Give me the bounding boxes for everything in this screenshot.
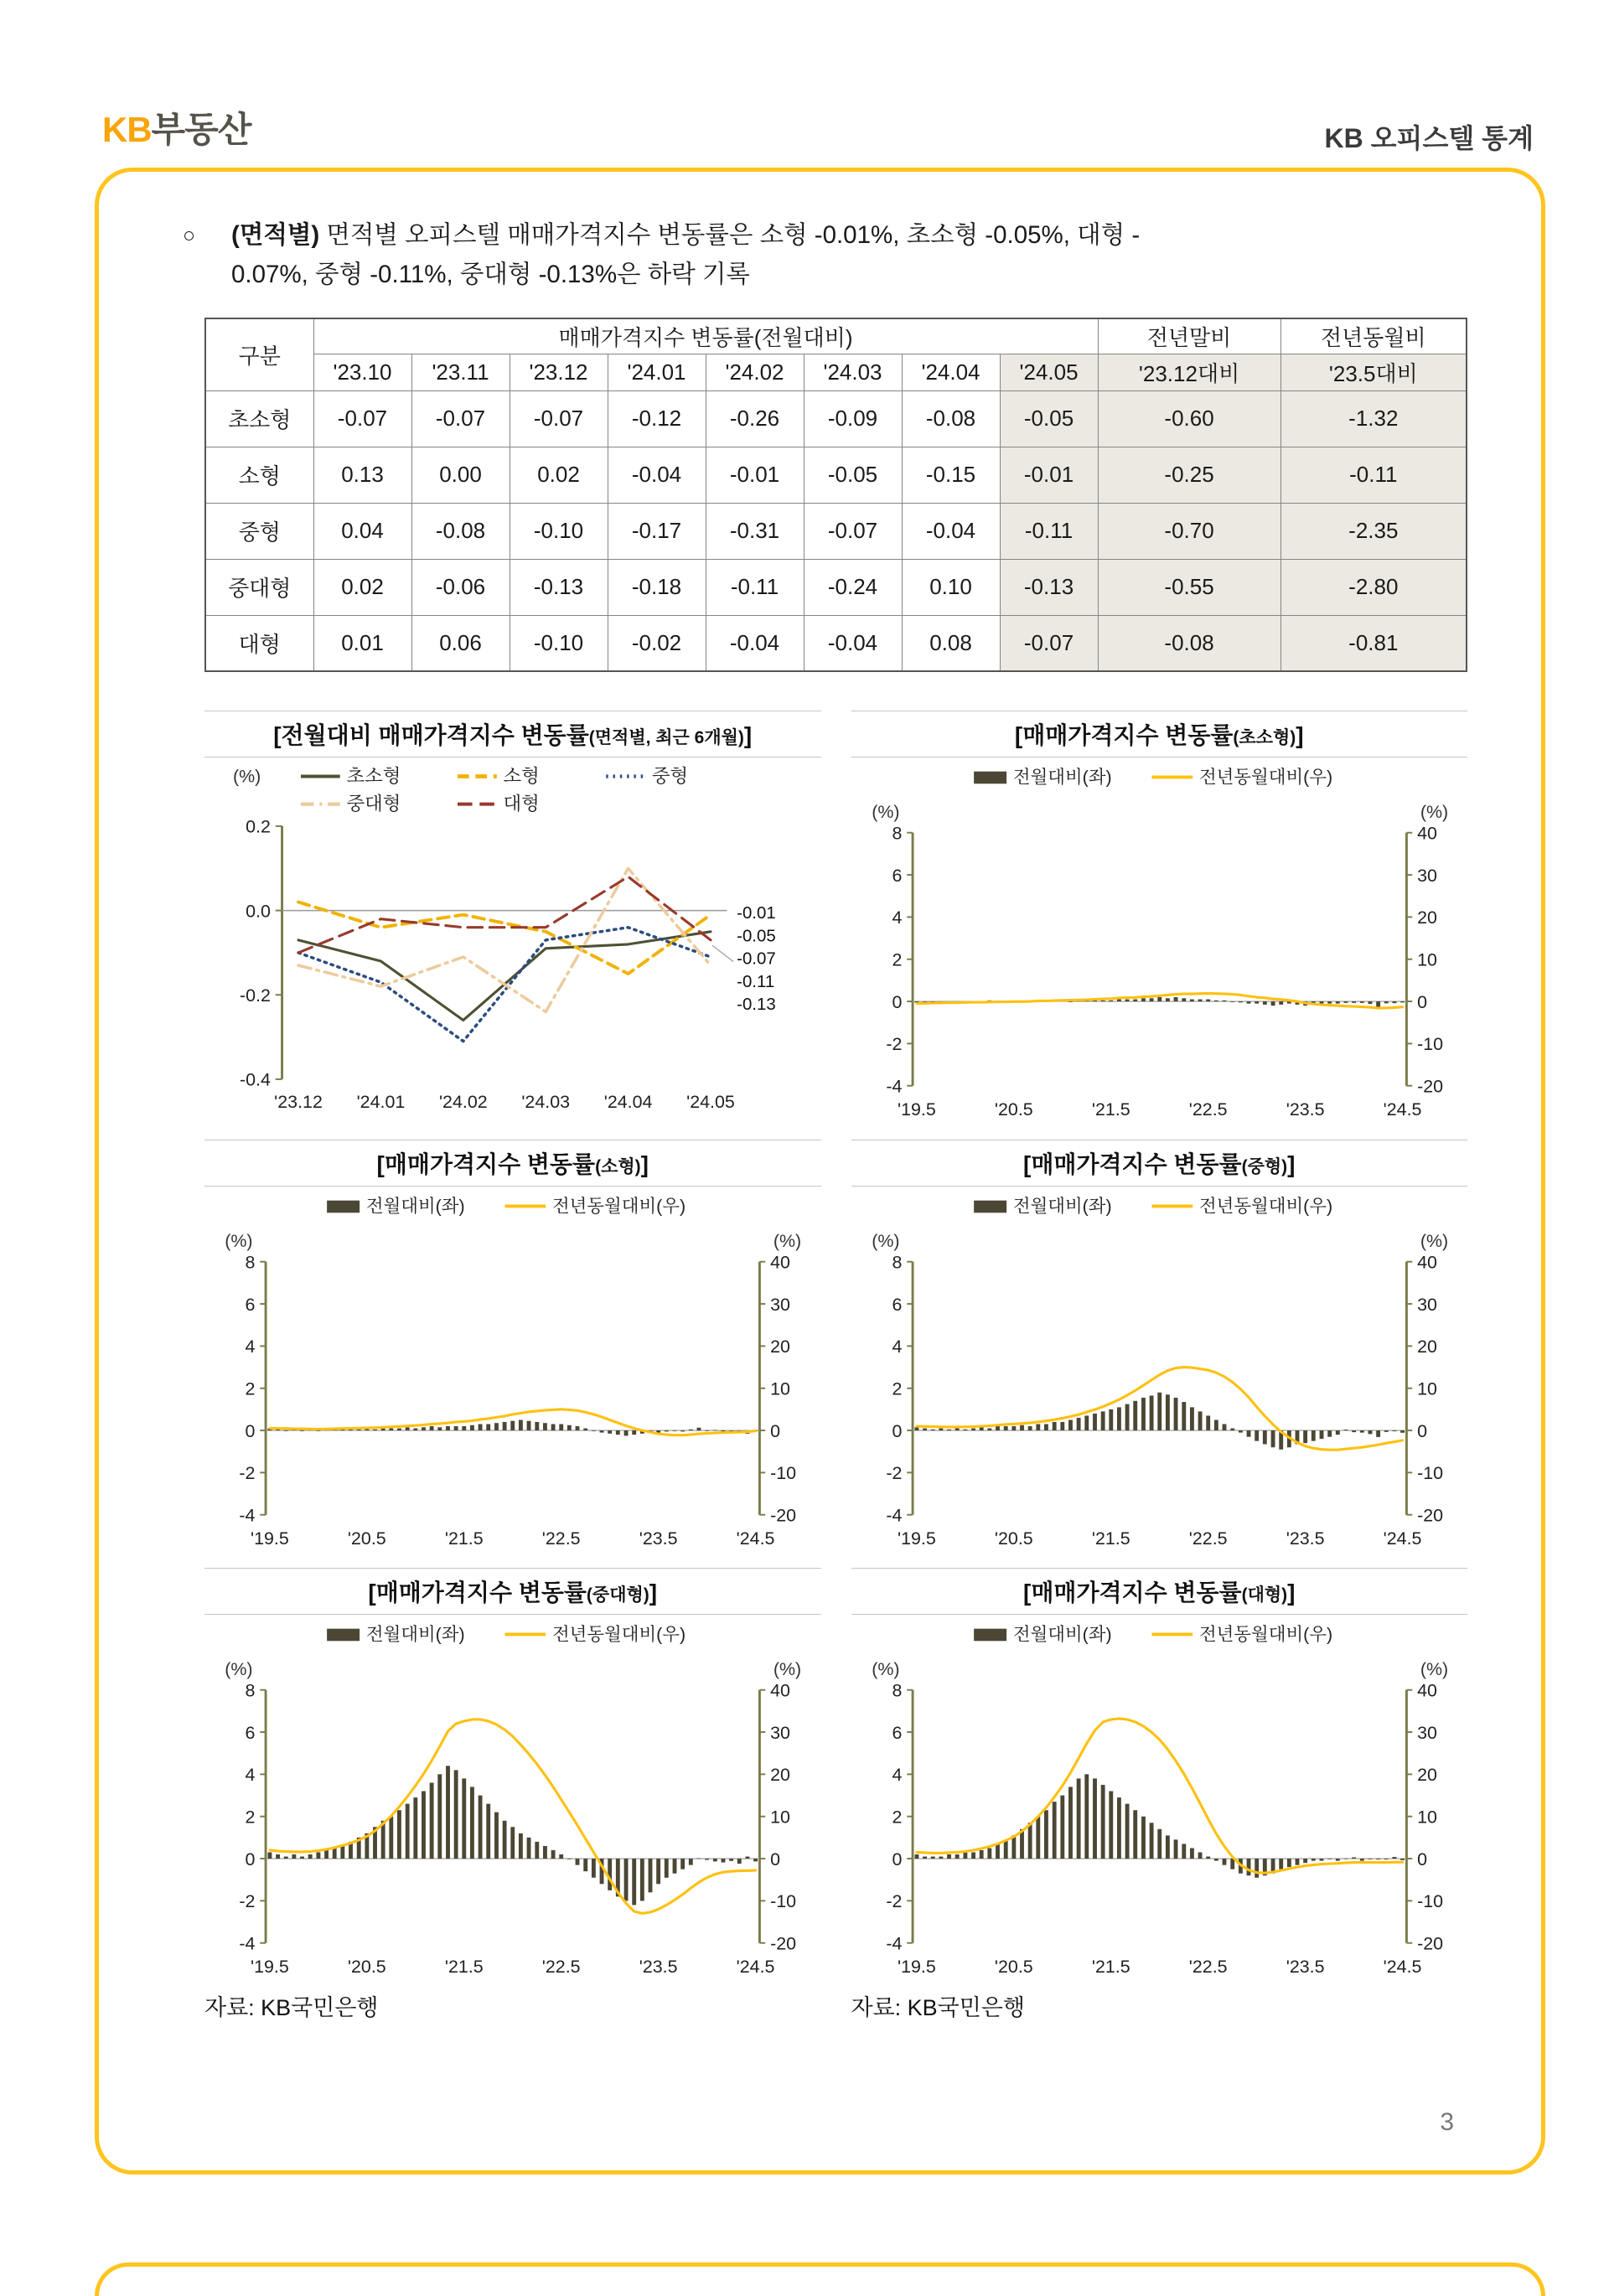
value-cell: -0.13 xyxy=(1000,559,1098,615)
left-tick-label: 8 xyxy=(891,1680,902,1701)
table-body xyxy=(205,390,1467,671)
legend xyxy=(301,766,688,814)
right-tick-label: -10 xyxy=(770,1891,797,1912)
chart-title-small xyxy=(204,1140,821,1187)
x-tick-label: '24.5 xyxy=(1383,1099,1421,1120)
legend xyxy=(327,1624,686,1644)
legend-label: 전월대비(좌) xyxy=(365,1195,465,1216)
table-header-row-1 xyxy=(205,318,1467,354)
month-header: '24.02 xyxy=(706,354,804,390)
table-header-yoy: 전년동월비 xyxy=(1280,318,1467,354)
value-cell: -0.09 xyxy=(804,390,902,447)
x-tick-label: '20.5 xyxy=(994,1956,1033,1977)
unit-label-left: (%) xyxy=(871,802,900,823)
left-tick-label: 6 xyxy=(891,866,902,887)
left-tick-label: 8 xyxy=(245,1680,256,1701)
mom-bars xyxy=(914,1392,1404,1449)
value-cell: 0.08 xyxy=(902,615,1000,671)
left-tick-label: 4 xyxy=(245,1765,256,1786)
chart-title-sub: (초소형) xyxy=(1233,728,1296,748)
right-tick-label: -20 xyxy=(1416,1933,1443,1954)
left-tick-label: 8 xyxy=(891,1252,902,1273)
value-cell: 0.02 xyxy=(510,447,608,503)
left-tick-label: 4 xyxy=(891,908,902,928)
summary-cell: -0.81 xyxy=(1280,615,1467,671)
value-cell: -0.13 xyxy=(510,559,608,615)
charts-grid xyxy=(204,711,1467,2029)
chart-cell-small xyxy=(204,1140,821,1568)
chart-title-sub: (대형) xyxy=(1241,1585,1288,1605)
table-header-row-2 xyxy=(205,354,1467,390)
x-tick-label: '19.5 xyxy=(897,1099,936,1120)
x-tick-label: '23.5 xyxy=(1286,1099,1325,1120)
legend-label: 전년동월대비(우) xyxy=(551,1624,686,1645)
left-tick-label: 0 xyxy=(245,1420,256,1441)
right-tick-label: -10 xyxy=(770,1462,797,1483)
legend-bar-swatch xyxy=(327,1629,360,1642)
mid-large-chart xyxy=(204,1618,821,1989)
left-tick-label: -4 xyxy=(239,1505,256,1526)
legend-label: 전월대비(좌) xyxy=(1012,1195,1112,1216)
left-tick-label: 6 xyxy=(891,1722,902,1743)
left-tick-label: 4 xyxy=(245,1336,256,1357)
table-row xyxy=(205,559,1467,615)
row-label: 대형 xyxy=(205,615,313,671)
month-header: '24.04 xyxy=(902,354,1000,390)
left-tick-label: 8 xyxy=(245,1252,256,1273)
right-tick-label: 10 xyxy=(770,1378,790,1399)
value-cell: -0.17 xyxy=(608,503,706,559)
legend-label: 전월대비(좌) xyxy=(1012,1624,1112,1645)
value-cell: 0.13 xyxy=(313,447,411,503)
left-tick-label: -4 xyxy=(885,1076,902,1097)
legend-label: 소형 xyxy=(503,765,540,787)
chart-cell-ultra-small xyxy=(851,711,1468,1139)
right-tick-label: 0 xyxy=(1416,1849,1427,1869)
chart-title-sub: (면적별, 최근 6개월) xyxy=(588,728,744,748)
end-value-label: -0.11 xyxy=(737,972,775,992)
value-cell: 0.02 xyxy=(313,559,411,615)
legend xyxy=(974,1624,1332,1644)
table-header-yearend: 전년말비 xyxy=(1098,318,1280,354)
summary-cell: -0.70 xyxy=(1098,503,1280,559)
right-tick-label: 30 xyxy=(770,1294,790,1315)
unit-label-right: (%) xyxy=(773,1230,802,1251)
x-tick-label: '20.5 xyxy=(994,1528,1033,1549)
legend-label: 중대형 xyxy=(346,793,401,814)
legend-bar-swatch xyxy=(327,1200,360,1213)
chart-title-sub: (중대형) xyxy=(586,1585,649,1605)
value-cell: -0.07 xyxy=(804,503,902,559)
unit-label-right: (%) xyxy=(1420,1230,1448,1251)
left-tick-label: 4 xyxy=(891,1765,902,1786)
x-tick-label: '20.5 xyxy=(994,1099,1033,1120)
value-cell: 0.00 xyxy=(411,447,510,503)
chart-title-monthly-line xyxy=(204,711,821,758)
legend-bar-swatch xyxy=(974,772,1006,784)
unit-label-left: (%) xyxy=(871,1659,900,1680)
left-tick-label: -4 xyxy=(885,1505,902,1526)
chart-title-main: [매매가격지수 변동률 xyxy=(368,1579,587,1606)
left-tick-label: 0 xyxy=(245,1849,256,1869)
document-title: KB 오피스텔 통계 xyxy=(1324,123,1534,153)
page-frame xyxy=(95,168,1545,2174)
x-tick-label: '23.5 xyxy=(639,1956,678,1977)
x-tick-label: '24.04 xyxy=(603,1092,653,1113)
unit-label-right: (%) xyxy=(773,1659,802,1680)
chart-cell-large xyxy=(851,1568,1468,2029)
summary-cell: -0.25 xyxy=(1098,447,1280,503)
value-cell: -0.04 xyxy=(902,503,1000,559)
x-tick-label: '24.05 xyxy=(686,1092,735,1113)
right-tick-label: 0 xyxy=(770,1849,781,1869)
yoy-sub-header: '23.5대비 xyxy=(1280,354,1467,390)
x-tick-label: '19.5 xyxy=(897,1528,936,1549)
summary-cell: -0.60 xyxy=(1098,390,1280,447)
chart-title-mid-large xyxy=(204,1568,821,1615)
value-cell: -0.02 xyxy=(608,615,706,671)
value-cell: -0.01 xyxy=(706,447,804,503)
value-cell: -0.07 xyxy=(411,390,510,447)
chart-title-medium xyxy=(851,1140,1468,1187)
legend-label: 전월대비(좌) xyxy=(365,1624,465,1645)
legend-label: 전년동월대비(우) xyxy=(551,1195,686,1216)
chart-title-close: ] xyxy=(1287,1151,1296,1177)
chart-cell-monthly-line xyxy=(204,711,821,1139)
x-tick-label: '22.5 xyxy=(1188,1528,1228,1549)
value-cell: -0.24 xyxy=(804,559,902,615)
legend-label: 전년동월대비(우) xyxy=(1198,1624,1332,1645)
value-cell: -0.05 xyxy=(804,447,902,503)
price-index-table xyxy=(204,318,1467,672)
left-tick-label: -2 xyxy=(885,1891,902,1912)
value-cell: -0.26 xyxy=(706,390,804,447)
x-tick-label: '21.5 xyxy=(444,1956,484,1977)
end-value-label: -0.05 xyxy=(737,926,776,946)
left-tick-label: -2 xyxy=(239,1891,256,1912)
value-cell: -0.11 xyxy=(1000,503,1098,559)
yearend-sub-header: '23.12대비 xyxy=(1098,354,1280,390)
unit-label-left: (%) xyxy=(225,1230,253,1251)
value-cell: 0.06 xyxy=(411,615,510,671)
right-tick-label: 40 xyxy=(770,1252,790,1273)
y-tick-label: -0.4 xyxy=(239,1070,271,1091)
x-tick-label: '24.5 xyxy=(1383,1956,1421,1977)
value-cell: -0.07 xyxy=(510,390,608,447)
right-tick-label: 10 xyxy=(1416,1378,1437,1399)
unit-label-left: (%) xyxy=(225,1659,253,1680)
legend-label: 대형 xyxy=(503,793,540,814)
bullet-line1 xyxy=(231,215,1140,255)
source-note: 자료: KB국민은행 xyxy=(204,1995,379,2021)
small-chart xyxy=(204,1190,821,1561)
source-note: 자료: KB국민은행 xyxy=(851,1995,1026,2021)
right-tick-label: 0 xyxy=(1416,992,1427,1013)
mom-bars xyxy=(914,1774,1404,1877)
right-tick-label: 20 xyxy=(1416,1765,1437,1786)
chart-title-close: ] xyxy=(1296,722,1304,749)
page-number: 3 xyxy=(1440,2108,1454,2136)
month-header: '24.05 xyxy=(1000,354,1098,390)
summary-cell: -2.35 xyxy=(1280,503,1467,559)
month-header: '24.01 xyxy=(608,354,706,390)
row-label: 중대형 xyxy=(205,559,313,615)
right-tick-label: 40 xyxy=(1416,1680,1437,1701)
chart-title-main: [매매가격지수 변동률 xyxy=(1014,722,1234,749)
bullet-text xyxy=(231,215,1140,294)
mom-bars xyxy=(268,1766,758,1905)
label-leader-line xyxy=(712,946,733,962)
x-tick-label: '24.01 xyxy=(356,1092,406,1113)
y-tick-label: 0.2 xyxy=(246,817,271,838)
value-cell: -0.04 xyxy=(804,615,902,671)
x-tick-label: '21.5 xyxy=(1091,1956,1130,1977)
row-label: 중형 xyxy=(205,503,313,559)
left-tick-label: 0 xyxy=(891,1849,902,1869)
right-tick-label: 0 xyxy=(770,1420,781,1441)
x-tick-label: '24.5 xyxy=(736,1956,775,1977)
chart-title-close: ] xyxy=(1287,1579,1296,1606)
value-cell: -0.07 xyxy=(313,390,411,447)
end-value-label: -0.01 xyxy=(737,903,776,923)
chart-title-main: [매매가격지수 변동률 xyxy=(1023,1579,1242,1606)
right-tick-label: 10 xyxy=(1416,1807,1437,1828)
x-tick-label: '19.5 xyxy=(251,1956,289,1977)
right-tick-label: -20 xyxy=(1416,1076,1443,1097)
table-row xyxy=(205,503,1467,559)
unit-label: (%) xyxy=(233,766,261,787)
left-tick-label: 2 xyxy=(891,1807,902,1828)
left-tick-label: -4 xyxy=(239,1933,256,1954)
chart-title-sub: (중형) xyxy=(1241,1156,1288,1176)
x-tick-label: '20.5 xyxy=(347,1956,386,1977)
ultra-small-chart xyxy=(851,761,1468,1132)
chart-title-sub: (소형) xyxy=(595,1156,641,1176)
right-tick-label: 20 xyxy=(770,1336,790,1357)
row-label: 초소형 xyxy=(205,390,313,447)
unit-label-right: (%) xyxy=(1420,802,1448,823)
right-tick-label: 10 xyxy=(770,1807,790,1828)
bullet-marker: ○ xyxy=(183,224,196,247)
x-tick-label: '23.5 xyxy=(1286,1956,1325,1977)
right-tick-label: 20 xyxy=(1416,1336,1437,1357)
left-tick-label: 4 xyxy=(891,1336,902,1357)
legend xyxy=(974,768,1332,788)
y-tick-label: -0.2 xyxy=(239,985,271,1006)
right-tick-label: -20 xyxy=(1416,1505,1443,1526)
table-header-mom-group: 매매가격지수 변동률(전월대비) xyxy=(313,318,1098,354)
right-tick-label: 10 xyxy=(1416,949,1437,970)
value-cell: -0.18 xyxy=(608,559,706,615)
legend-label: 전월대비(좌) xyxy=(1012,767,1112,788)
summary-cell: -2.80 xyxy=(1280,559,1467,615)
value-cell: -0.15 xyxy=(902,447,1000,503)
left-tick-label: 6 xyxy=(245,1294,256,1315)
table-row xyxy=(205,390,1467,447)
chart-title-large xyxy=(851,1568,1468,1615)
x-tick-label: '21.5 xyxy=(444,1528,484,1549)
legend-bar-swatch xyxy=(974,1629,1006,1642)
right-tick-label: 40 xyxy=(1416,1252,1437,1273)
left-tick-label: 0 xyxy=(891,992,902,1013)
value-cell: -0.31 xyxy=(706,503,804,559)
value-cell: -0.08 xyxy=(902,390,1000,447)
left-tick-label: 6 xyxy=(891,1294,902,1315)
chart-title-close: ] xyxy=(743,722,753,749)
value-cell: -0.10 xyxy=(510,503,608,559)
series-line xyxy=(298,932,711,1021)
x-tick-label: '22.5 xyxy=(1188,1956,1228,1977)
x-tick-label: '23.5 xyxy=(1286,1528,1325,1549)
summary-cell: -1.32 xyxy=(1280,390,1467,447)
x-tick-label: '19.5 xyxy=(251,1528,289,1549)
month-header: '23.10 xyxy=(313,354,411,390)
right-tick-label: 30 xyxy=(770,1722,790,1743)
unit-label-left: (%) xyxy=(871,1230,900,1251)
end-value-label: -0.07 xyxy=(737,949,776,969)
left-tick-label: -4 xyxy=(885,1933,902,1954)
table-header-category: 구분 xyxy=(205,318,313,390)
left-tick-label: -2 xyxy=(239,1462,256,1483)
left-tick-label: 8 xyxy=(891,823,902,844)
right-tick-label: 30 xyxy=(1416,1294,1437,1315)
legend-label: 초소형 xyxy=(346,765,401,787)
end-value-label: -0.13 xyxy=(737,995,776,1015)
x-tick-label: '21.5 xyxy=(1091,1099,1130,1120)
legend xyxy=(974,1196,1332,1216)
chart-title-main: [전월대비 매매가격지수 변동률 xyxy=(273,722,589,749)
legend-label: 전년동월대비(우) xyxy=(1198,767,1332,788)
value-cell: 0.01 xyxy=(313,615,411,671)
table-row xyxy=(205,447,1467,503)
value-cell: -0.12 xyxy=(608,390,706,447)
legend-label: 전년동월대비(우) xyxy=(1198,1195,1332,1216)
chart-title-ultra-small xyxy=(851,711,1468,758)
bullet-line1-rest: 면적별 오피스텔 매매가격지수 변동률은 소형 -0.01%, 초소형 -0.05%, 대형 - xyxy=(319,221,1141,249)
unit-label-right: (%) xyxy=(1420,1659,1448,1680)
table-row xyxy=(205,615,1467,671)
y-tick-label: 0.0 xyxy=(246,901,271,922)
series-line xyxy=(298,902,711,975)
x-tick-label: '22.5 xyxy=(1188,1099,1228,1120)
value-cell: -0.07 xyxy=(1000,615,1098,671)
x-tick-label: '19.5 xyxy=(897,1956,936,1977)
right-tick-label: 30 xyxy=(1416,1722,1437,1743)
x-tick-label: '24.02 xyxy=(438,1092,488,1113)
x-tick-label: '24.5 xyxy=(1383,1528,1421,1549)
chart-title-main: [매매가격지수 변동률 xyxy=(1023,1151,1242,1177)
right-tick-label: -20 xyxy=(770,1933,797,1954)
value-cell: 0.10 xyxy=(902,559,1000,615)
x-tick-label: '22.5 xyxy=(541,1956,581,1977)
value-cell: -0.05 xyxy=(1000,390,1098,447)
summary-bullet xyxy=(183,215,1470,294)
chart-title-close: ] xyxy=(640,1151,649,1177)
chart-title-close: ] xyxy=(649,1579,658,1606)
x-tick-label: '23.12 xyxy=(274,1092,323,1113)
x-tick-label: '23.5 xyxy=(639,1528,678,1549)
legend-label: 중형 xyxy=(651,765,689,787)
chart-cell-mid-large xyxy=(204,1568,821,2029)
summary-cell: -0.08 xyxy=(1098,615,1280,671)
right-tick-label: -10 xyxy=(1416,1462,1443,1483)
value-cell: -0.01 xyxy=(1000,447,1098,503)
large-chart xyxy=(851,1618,1468,1989)
x-tick-label: '24.03 xyxy=(521,1092,571,1113)
left-tick-label: 2 xyxy=(245,1807,256,1828)
value-cell: -0.04 xyxy=(608,447,706,503)
month-header: '24.03 xyxy=(804,354,902,390)
right-tick-label: 20 xyxy=(1416,908,1437,928)
chart-cell-medium xyxy=(851,1140,1468,1568)
value-cell: -0.04 xyxy=(706,615,804,671)
next-page-edge xyxy=(95,2262,1545,2296)
x-tick-label: '22.5 xyxy=(541,1528,581,1549)
left-tick-label: 2 xyxy=(245,1378,256,1399)
bullet-bold: (면적별) xyxy=(231,221,320,249)
kb-real-estate-logo xyxy=(102,102,251,153)
medium-chart xyxy=(851,1190,1468,1561)
right-tick-label: -20 xyxy=(770,1505,797,1526)
right-tick-label: 20 xyxy=(770,1765,790,1786)
right-tick-label: 0 xyxy=(1416,1420,1427,1441)
x-tick-label: '24.5 xyxy=(736,1528,775,1549)
left-tick-label: -2 xyxy=(885,1462,902,1483)
legend-bar-swatch xyxy=(974,1200,1006,1213)
value-cell: -0.10 xyxy=(510,615,608,671)
value-cell: -0.08 xyxy=(411,503,510,559)
x-tick-label: '21.5 xyxy=(1091,1528,1130,1549)
row-label: 소형 xyxy=(205,447,313,503)
summary-cell: -0.55 xyxy=(1098,559,1280,615)
left-tick-label: 2 xyxy=(891,949,902,970)
bullet-line2: 0.07%, 중형 -0.11%, 중대형 -0.13%은 하락 기록 xyxy=(231,261,750,289)
value-cell: -0.11 xyxy=(706,559,804,615)
right-tick-label: -10 xyxy=(1416,1034,1443,1055)
left-tick-label: 0 xyxy=(891,1420,902,1441)
left-tick-label: -2 xyxy=(885,1034,902,1055)
legend xyxy=(327,1196,686,1216)
left-tick-label: 2 xyxy=(891,1378,902,1399)
yoy-line xyxy=(270,1719,756,1913)
monthly-line-chart xyxy=(204,761,821,1132)
right-tick-label: 30 xyxy=(1416,866,1437,887)
right-tick-label: -10 xyxy=(1416,1891,1443,1912)
chart-title-main: [매매가격지수 변동률 xyxy=(376,1151,596,1177)
x-tick-label: '20.5 xyxy=(347,1528,386,1549)
summary-cell: -0.11 xyxy=(1280,447,1467,503)
value-cell: -0.06 xyxy=(411,559,510,615)
right-tick-label: 40 xyxy=(770,1680,790,1701)
logo-suffix-text: 부동산 xyxy=(151,110,251,149)
month-header: '23.11 xyxy=(411,354,510,390)
right-tick-label: 40 xyxy=(1416,823,1437,844)
left-tick-label: 6 xyxy=(245,1722,256,1743)
month-header: '23.12 xyxy=(510,354,608,390)
logo-kb-text: KB xyxy=(102,110,152,149)
value-cell: 0.04 xyxy=(313,503,411,559)
